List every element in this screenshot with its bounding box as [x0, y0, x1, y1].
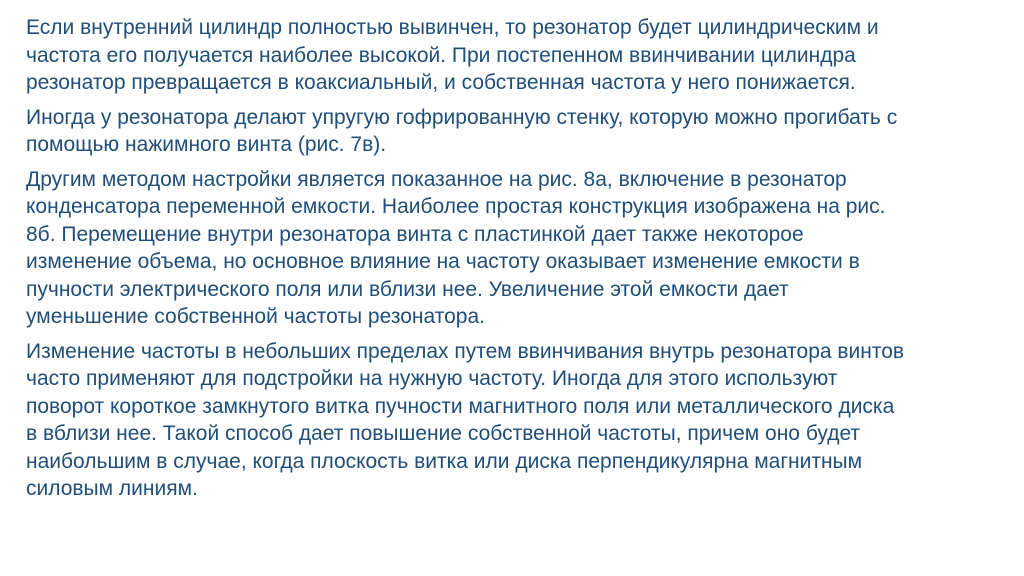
paragraph-variable-capacitor: Другим методом настройки является показанное на рис. 8а, включение в резонатор конденсатора переменной емкости. Наиболее простая конструкция изображена на рис. 8б. Перемещение внутри резонатора винта с пластинкой дает также некоторое изменение объема, но основное влияние на частоту оказывает изменение емкости в пучности электрического поля или вблизи нее. Увеличение этой емкости дает уменьшение собственной частоты резонатора.: [26, 167, 886, 328]
paragraph-tuning-cylinder: Если внутренний цилиндр полностью вывинчен, то резонатор будет цилиндрическим и частота его получается наиболее высокой. При постепенном ввинчивании цилиндра резонатор превращается в коаксиальный, и собственная частота у него понижается.: [26, 16, 879, 94]
paragraph-corrugated-wall: Иногда у резонатора делают упругую гофрированную стенку, которую можно прогибать с помощью нажимного винта (рис. 7в).: [26, 105, 898, 156]
paragraph-screw-adjustment: Изменение частоты в небольших пределах путем ввинчивания внутрь резонатора винтов часто применяют для подстройки на нужную частоту. Иногда для этого используют поворот короткое замкнутого витка пучности магнитного поля или металлического диска в вблизи нее. Такой способ дает повышение собственной частоты, причем оно будет наибольшим в случае, когда плоскость витка или диска перпендикулярна магнитным силовым линиям.: [26, 339, 905, 500]
